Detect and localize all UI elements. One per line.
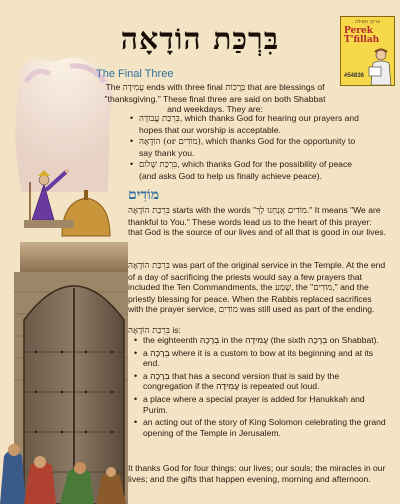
p1-text-a: starts with the words "	[172, 205, 257, 215]
p2-text-a: was part of the original service in the Temple. At the end of a day of sacrificing the priests would say a few prayers that included the Ten Commandments, the	[128, 260, 386, 293]
item-text: , which thanks God for the possibility of peace (and asks God to help us finally achieve peace).	[139, 159, 353, 181]
modim-paragraph-2	[128, 260, 386, 316]
page-title: בִּרְכַּת הוֹדָאָה	[120, 22, 280, 57]
badge-logo-line2: T'fillah	[344, 35, 380, 45]
badge-logo	[344, 27, 379, 45]
item-hebrew: בִּרְכַּת עֲבוֹדָה	[139, 114, 180, 124]
intro-text-a: The	[105, 82, 121, 92]
birkat-hodaah-list	[134, 335, 386, 440]
modim-paragraph-1	[128, 205, 386, 238]
list-item: • the eighteenth בְּרָכָה in the עֲמִידָה (the sixth בְּרָכָה on Shabbat).	[134, 335, 386, 346]
list-item: • a בְּרָכָה that has a second version that is said by the congregation if the עֲמִידָה is repeated out loud.	[134, 371, 386, 392]
list-item: • a place where a special prayer is added for Ḥanukkah and Purim.	[134, 394, 386, 415]
list-item: • an acting out of the story of King Solomon celebrating the grand opening of the Temple in Jerusalem.	[134, 417, 386, 438]
intro-text-b: ends with three final	[146, 82, 223, 92]
list-item: • a בְּרָכָה where it is a custom to bow at its beginning and at its end.	[134, 348, 386, 369]
reader-figure-icon	[365, 47, 393, 85]
section-heading-final-three: The Final Three	[96, 68, 174, 80]
item-hebrew: הוֹדָאָה (or מוֹדִים)	[139, 137, 201, 148]
list-item	[130, 136, 370, 158]
p3-text: is:	[172, 325, 181, 335]
badge-logo-line1: Perek	[344, 26, 373, 36]
section-heading-modim: מוֹדִים	[128, 187, 160, 203]
p2-hebrew-4: מוֹדִים	[218, 305, 238, 316]
intro-hebrew-brachot: בְּרָכוֹת	[225, 83, 246, 93]
item-text: , which thanks God for the opportunity to say thank you.	[139, 136, 356, 158]
p2-text-c: ," and the priestly blessing for peace. When the Rabbis replaced sacrifices with the prayer service,	[128, 282, 372, 315]
intro-hebrew-amidah: עֲמִידָה	[122, 83, 144, 93]
closing-paragraph: It thanks God for four things: our lives; our souls; the miracles in our lives; and the gifts that happen evening, morning and afternoon.	[128, 463, 386, 484]
list-item	[130, 159, 370, 181]
p1-text-b: ." It means "We are thankful to You." These words lead us to the heart of this prayer: that God is the source of our lives and of all that is good in our lives.	[128, 205, 386, 238]
p2-text-b: , the "	[291, 282, 314, 293]
item-hebrew: בִּרְכַּת שָׁלוֹם	[139, 160, 178, 171]
p2-hebrew-2: שְׁמַע	[274, 283, 292, 294]
p2-hebrew-1: בִּרְכַּת הוֹדָאָה	[128, 261, 170, 271]
p1-hebrew-2: מוֹדִים אֲנַחְנוּ לָךְ	[256, 206, 307, 216]
badge-top-text: פרקי תפילה	[354, 19, 381, 25]
item-text: , which thanks God for hearing our prayers and hopes that our worship is acceptable.	[139, 113, 359, 135]
p1-hebrew-1: בִּרְכַּת הוֹדָאָה	[128, 206, 170, 216]
p2-text-d: was still used as part of the ending.	[240, 304, 375, 315]
badge-number: #54836	[344, 73, 365, 79]
p2-hebrew-3: מוֹדִים	[313, 283, 333, 294]
temple-illustration	[0, 52, 128, 504]
final-three-list	[130, 113, 370, 183]
list-item	[130, 113, 370, 135]
intro-text-c: that are blessings of "thanksgiving." These final three are said on both Shabbat and weekdays. They are:	[104, 82, 326, 115]
final-three-intro	[100, 82, 330, 115]
series-badge	[340, 16, 395, 86]
p3-hebrew: בִּרְכַּת הוֹדָאָה	[128, 326, 170, 336]
